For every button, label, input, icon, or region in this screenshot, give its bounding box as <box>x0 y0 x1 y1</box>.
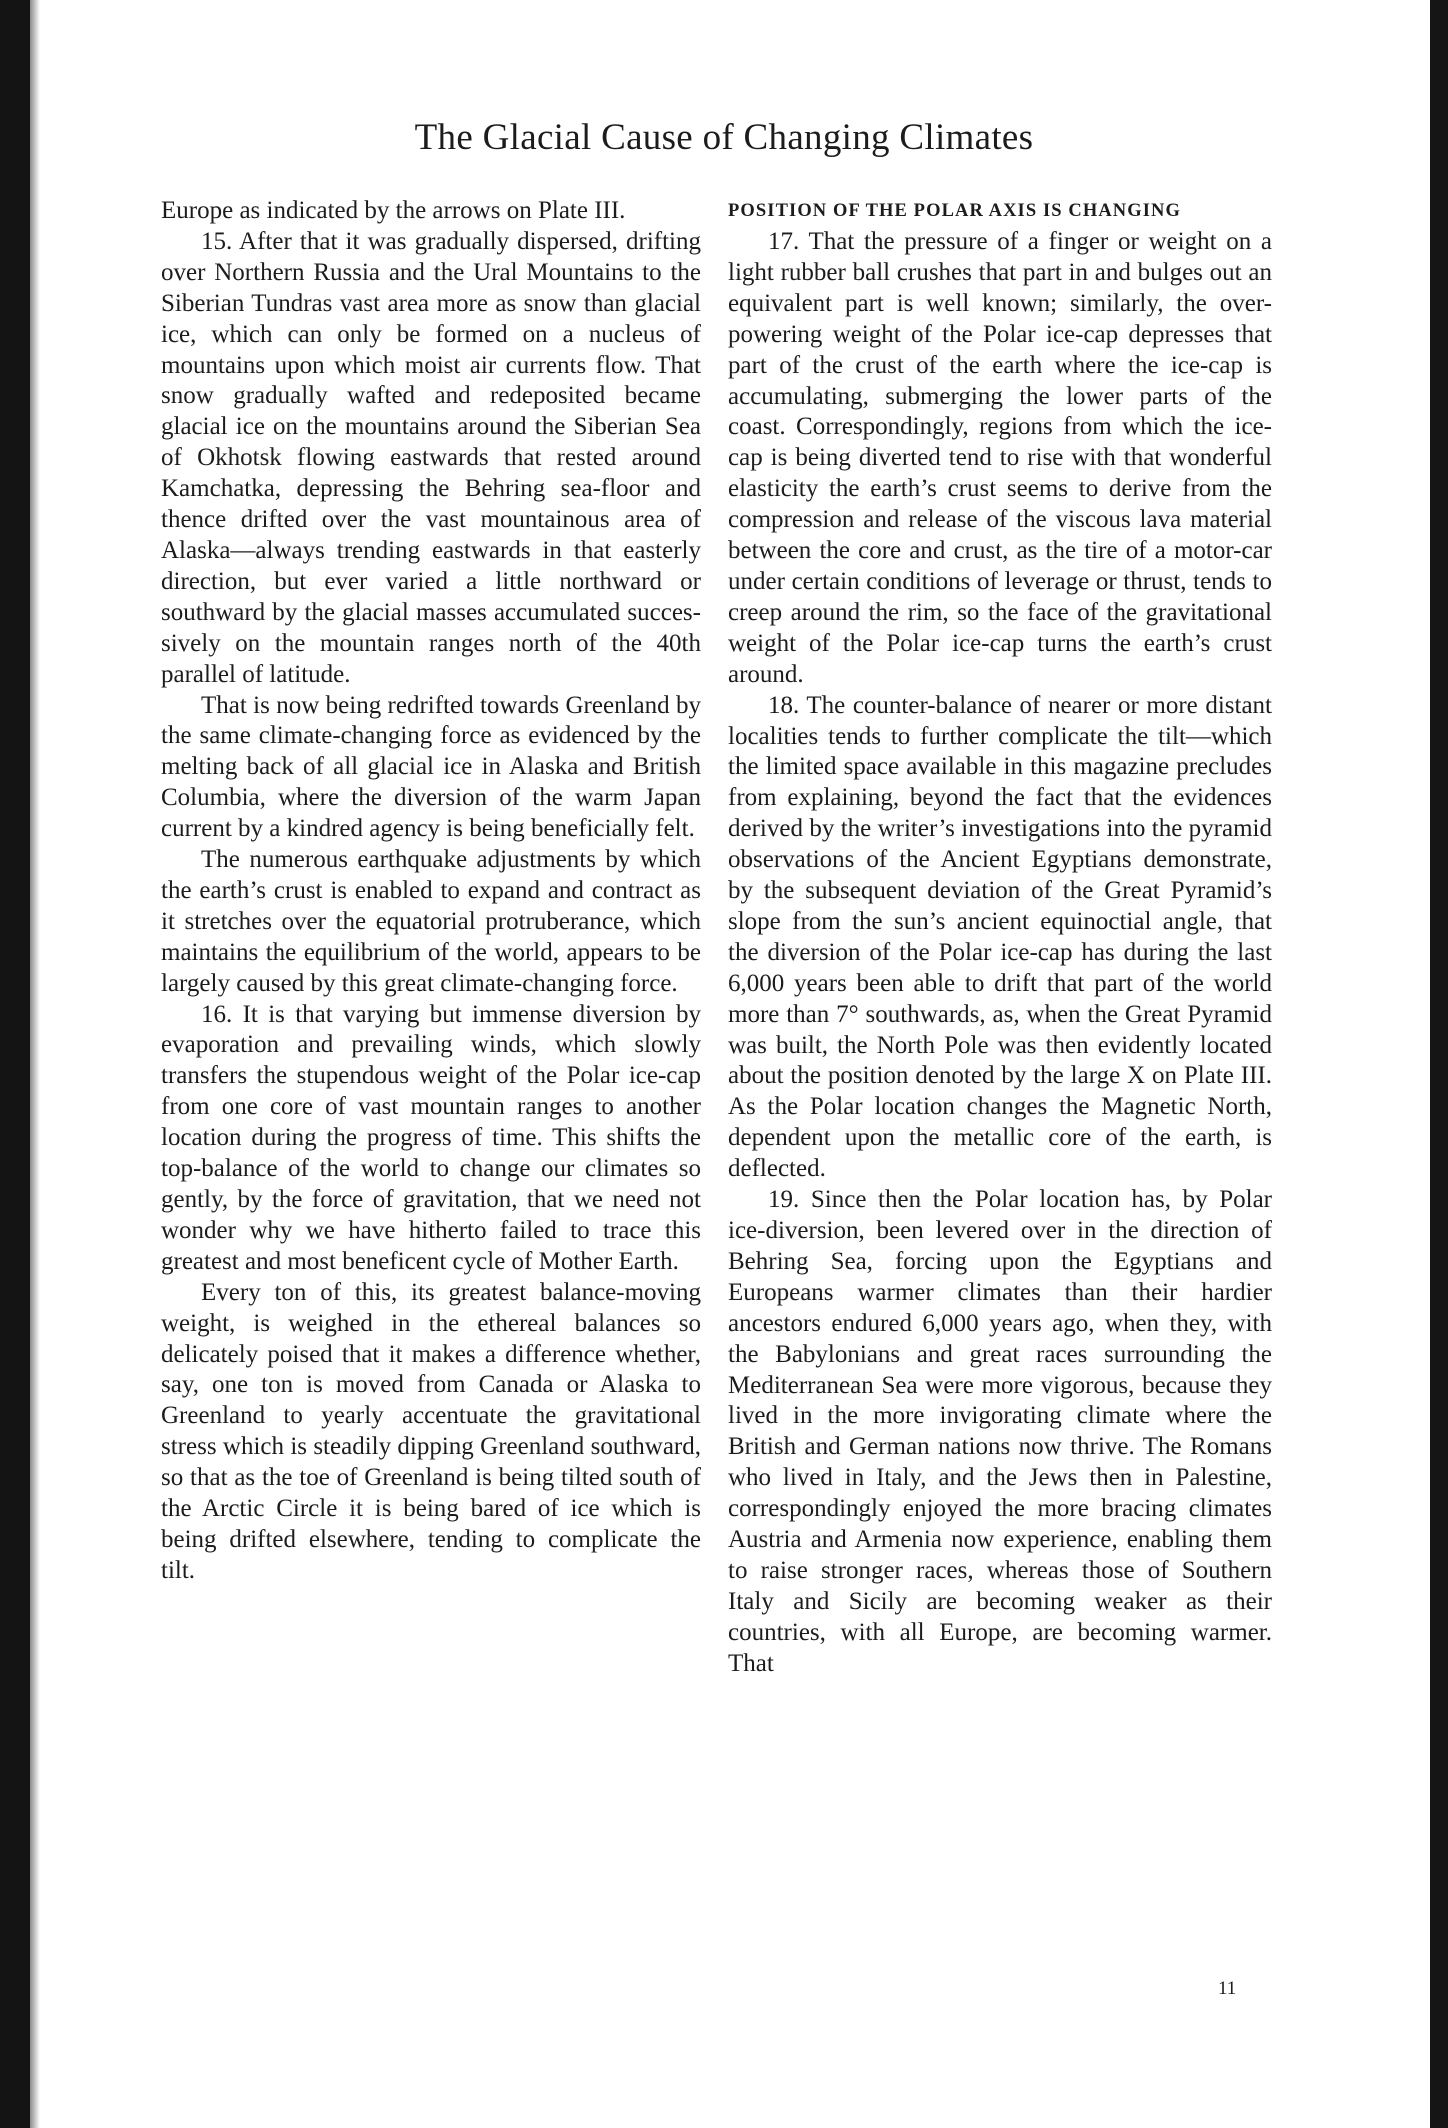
paragraph-continuation: Europe as indicated by the arrows on Plate III. <box>161 197 626 224</box>
running-title: The Glacial Cause of Changing Climates <box>414 117 1034 158</box>
scan-right-edge <box>1430 0 1448 2128</box>
left-column <box>161 196 701 1587</box>
paragraph-earthquake: The numerous earthquake adjustments by which the earth’s crust is enabled to expand and contract as it stretches over the equatorial protruberance, which maintains the equilibrium of the world, appears to be largely caused by this great climate-changing force. <box>161 846 701 997</box>
paragraph-17: 17. That the pressure of a finger or weight on a light rubber ball crushes that part in and bulges out an equivalent part is well known; similarly, the over-powering weight of the Polar ice-cap depresses that part of the crust of the earth where the ice-cap is accumulating, submerging the lower parts of the coast. Correspondingly, regions from which the ice-cap is being diverted tend to rise with that wonderful elasticity the earth’s crust seems to derive from the compression and release of the viscous lava material between the core and crust, as the tire of a motor-car under certain conditions of leverage or thrust, tends to creep around the rim, so the face of the gravitational weight of the Polar ice-cap turns the earth’s crust around. <box>728 228 1272 688</box>
scan-left-edge <box>0 0 30 2128</box>
paragraph-18: 18. The counter-balance of nearer or more distant localities tends to further complicate the tilt—which the limited space available in this magazine precludes from explaining, beyond the fact that the evidences derived by the writer’s investigations into the pyramid observations of the Ancient Egyptians demonstrate, by the subsequent deviation of the Great Pyramid’s slope from the sun’s ancient equinoctial angle, that the diversion of the Polar ice-cap has during the last 6,000 years been able to drift that part of the world more than 7° southwards, as, when the Great Pyramid was built, the North Pole was then evidently located about the position denoted by the large X on Plate III. As the Polar location changes the Magnetic North, dependent upon the metallic core of the earth, is deflected. <box>728 691 1272 1183</box>
paragraph-16: 16. It is that varying but immense diversion by evaporation and prevailing winds, which slowly transfers the stupendous weight of the Polar ice-cap from one core of vast mountain ranges to another location during the progress of time. This shifts the top-balance of the world to change our climates so gently, by the force of gravitation, that we need not wonder why we have hitherto failed to trace this greatest and most beneficent cycle of Mother Earth. <box>161 1000 701 1275</box>
paragraph-every-ton: Every ton of this, its greatest balance-moving weight, is weighed in the ethereal balances so delicately poised that it makes a difference whether, say, one ton is moved from Canada or Alaska to Greenland to yearly accentuate the gravitational stress which is steadily dipping Greenland southward, so that as the toe of Greenland is being tilted south of the Arctic Circle it is being bared of ice which is being drifted elsewhere, tending to complicate the tilt. <box>161 1278 701 1584</box>
paragraph-19: 19. Since then the Polar location has, by Polar ice-diversion, been levered over in the direction of Behring Sea, forcing upon the Egyptians and Europeans warmer climates than their hardier ancestors endured 6,000 years ago, when they, with the Babylonians and great races surrounding the Mediterranean Sea were more vigorous, because they lived in the more invigorating climate where the British and German nations now thrive. The Romans who lived in Italy, and the Jews then in Palestine, correspondingly enjoyed the more bracing climates Austria and Armenia now experience, enabling them to raise stronger races, whereas those of Southern Italy and Sicily are becoming weaker as their countries, with all Europe, are becoming warmer. That <box>728 1186 1272 1677</box>
page-number: 11 <box>1218 1978 1237 1999</box>
paragraph-15: 15. After that it was gradually dispersed, drifting over Northern Russia and the Ural Mountains to the Siberian Tundras vast area more as snow than glacial ice, which can only be formed on a nucleus of mountains upon which moist air currents flow. That snow gradually wafted and redeposited became glacial ice on the mountains around the Siberian Sea of Okhotsk flowing eastwards that rested around Kamchatka, depressing the Behring sea-floor and thence drifted over the vast mountainous area of Alaska—always trending eastwards in that easterly direction, but ever varied a little northward or southward by the glacial masses accumulated successively on the mountain ranges north of the 40th parallel of latitude. <box>161 227 701 688</box>
paragraph-redrifted: That is now being redrifted towards Greenland by the same climate-changing force as evidenced by the melting back of all glacial ice in Alaska and British Columbia, where the diversion of the warm Japan current by a kindred agency is being beneficially felt. <box>161 691 701 843</box>
section-heading: POSITION OF THE POLAR AXIS IS CHANGING <box>728 201 1181 221</box>
right-column <box>728 196 1272 1680</box>
